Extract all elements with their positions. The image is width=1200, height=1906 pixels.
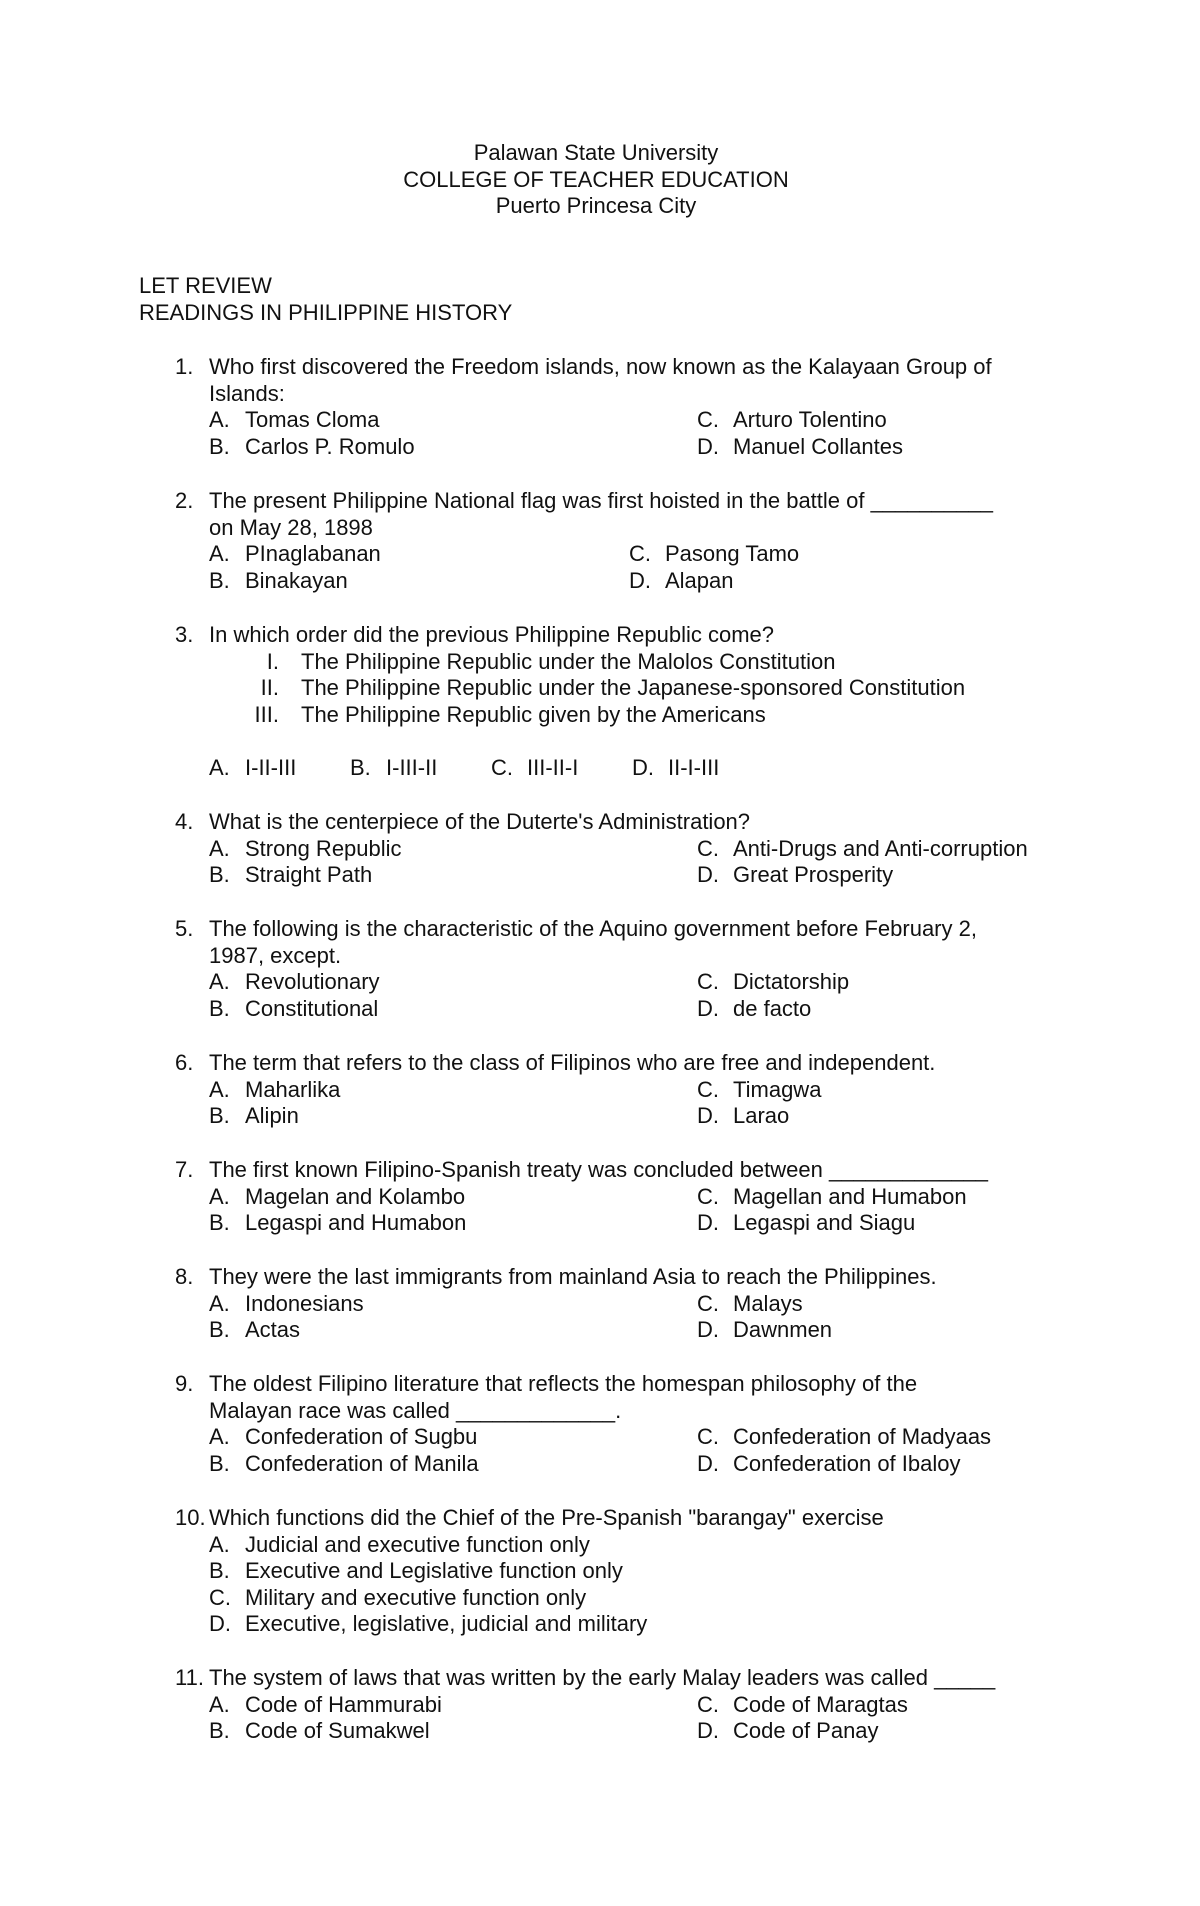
option-b: B. I-III-II [350,754,438,780]
question-number: 4. [175,809,194,834]
option-c: C. Dictatorship [697,969,850,995]
option-d: D. II-I-III [632,754,720,780]
question-number: 8. [175,1264,194,1289]
question-stem: They were the last immigrants from mainland Asia to reach the Philippines. [209,1264,937,1289]
option-d: D. Confederation of Ibaloy [697,1450,961,1476]
option-b: B. Executive and Legislative function only [209,1558,623,1584]
question-number: 7. [175,1157,194,1182]
question-6 [175,1050,1045,1130]
question-stem: In which order did the previous Philippine Republic come? [209,622,774,647]
roman-list [175,649,1045,729]
question-stem: The system of laws that was written by the early Malay leaders was called _____ [209,1665,996,1690]
roman-item: I. The Philippine Republic under the Malolos Constitution [266,648,836,674]
subject-title: READINGS IN PHILIPPINE HISTORY [139,299,513,325]
question-stem-cont: Malayan race was called _____________. [209,1397,622,1423]
question-stem: The term that refers to the class of Filipinos who are free and independent. [209,1050,936,1075]
option-b: B. Confederation of Manila [209,1450,479,1476]
question-4 [175,809,1045,889]
option-c: C. Confederation of Madyaas [697,1424,992,1450]
option-c: C. Code of Maragtas [697,1691,908,1717]
option-c: C. Military and executive function only [209,1584,587,1610]
option-c: C. Timagwa [697,1076,822,1102]
option-c: C. Malays [697,1290,803,1316]
option-a: A. Code of Hammurabi [209,1691,442,1717]
university-name: Palawan State University [473,140,719,165]
question-stem: Which functions did the Chief of the Pre-Spanish "barangay" exercise [209,1505,884,1530]
option-a: A. Magelan and Kolambo [209,1183,466,1209]
question-9 [175,1371,1045,1477]
question-8 [175,1264,1045,1344]
question-7 [175,1157,1045,1237]
question-number: 2. [175,488,194,513]
option-a: A. PInaglabanan [209,541,381,567]
option-b: B. Constitutional [209,995,379,1021]
question-number: 9. [175,1371,194,1396]
question-stem-cont: 1987, except. [209,942,342,968]
college-name: COLLEGE OF TEACHER EDUCATION [403,166,789,192]
option-b: B. Carlos P. Romulo [209,433,415,459]
question-number: 10. [175,1505,206,1530]
option-a: A. Maharlika [209,1076,341,1102]
document-titles [139,273,512,326]
option-d: D. Larao [697,1103,790,1129]
option-b: B. Alipin [209,1103,299,1129]
roman-item: II. The Philippine Republic under the Japanese-sponsored Constitution [260,675,966,701]
option-a: A. I-II-III [209,754,297,780]
option-d: D. Legaspi and Siagu [697,1210,916,1236]
question-stem: Who first discovered the Freedom islands, now known as the Kalayaan Group of [209,354,992,379]
question-3 [175,622,1045,782]
question-2 [175,488,1045,594]
question-10 [175,1505,1045,1638]
option-c: C. Anti-Drugs and Anti-corruption [697,835,1028,861]
option-d: D. Alapan [629,567,734,593]
option-d: D. Great Prosperity [697,862,894,888]
option-c: C. Pasong Tamo [629,541,800,567]
question-number: 11. [175,1665,204,1690]
option-a: A. Revolutionary [209,969,380,995]
option-c: C. Magellan and Humabon [697,1183,967,1209]
city-name: Puerto Princesa City [495,193,697,219]
roman-item: III. The Philippine Republic given by the Americans [254,701,766,727]
question-5 [175,916,1045,1022]
question-stem-cont: Islands: [209,380,285,406]
question-stem: The first known Filipino-Spanish treaty was concluded between _____________ [209,1157,989,1182]
document-header [0,140,1192,220]
question-number: 5. [175,916,194,941]
option-c: C. Arturo Tolentino [697,407,887,433]
question-number: 6. [175,1050,194,1075]
question-number: 3. [175,622,194,647]
question-stem: The following is the characteristic of the Aquino government before February 2, [209,916,977,941]
option-a: A. Confederation of Sugbu [209,1424,478,1450]
option-b: B. Binakayan [209,567,348,593]
option-b: B. Legaspi and Humabon [209,1210,467,1236]
option-b: B. Actas [209,1317,301,1343]
question-stem: The present Philippine National flag was first hoisted in the battle of __________ [209,488,993,513]
question-stem: The oldest Filipino literature that reflects the homespan philosophy of the [209,1371,918,1396]
option-b: B. Code of Sumakwel [209,1718,430,1744]
option-a: A. Tomas Cloma [209,407,380,433]
option-a: A. Indonesians [209,1290,364,1316]
question-stem-cont: on May 28, 1898 [209,514,373,540]
option-a: A. Strong Republic [209,835,402,861]
review-title: LET REVIEW [139,273,272,298]
option-d: D. de facto [697,995,812,1021]
option-d: D. Dawnmen [697,1317,833,1343]
question-11 [175,1665,1045,1745]
option-d: D. Executive, legislative, judicial and military [209,1611,648,1637]
option-c: C. III-II-I [491,754,579,780]
option-d: D. Manuel Collantes [697,433,903,459]
option-a: A. Judicial and executive function only [209,1531,590,1557]
option-d: D. Code of Panay [697,1718,879,1744]
question-1 [175,354,1045,460]
question-number: 1. [175,354,194,379]
option-b: B. Straight Path [209,862,373,888]
question-stem: What is the centerpiece of the Duterte's Administration? [209,809,751,834]
